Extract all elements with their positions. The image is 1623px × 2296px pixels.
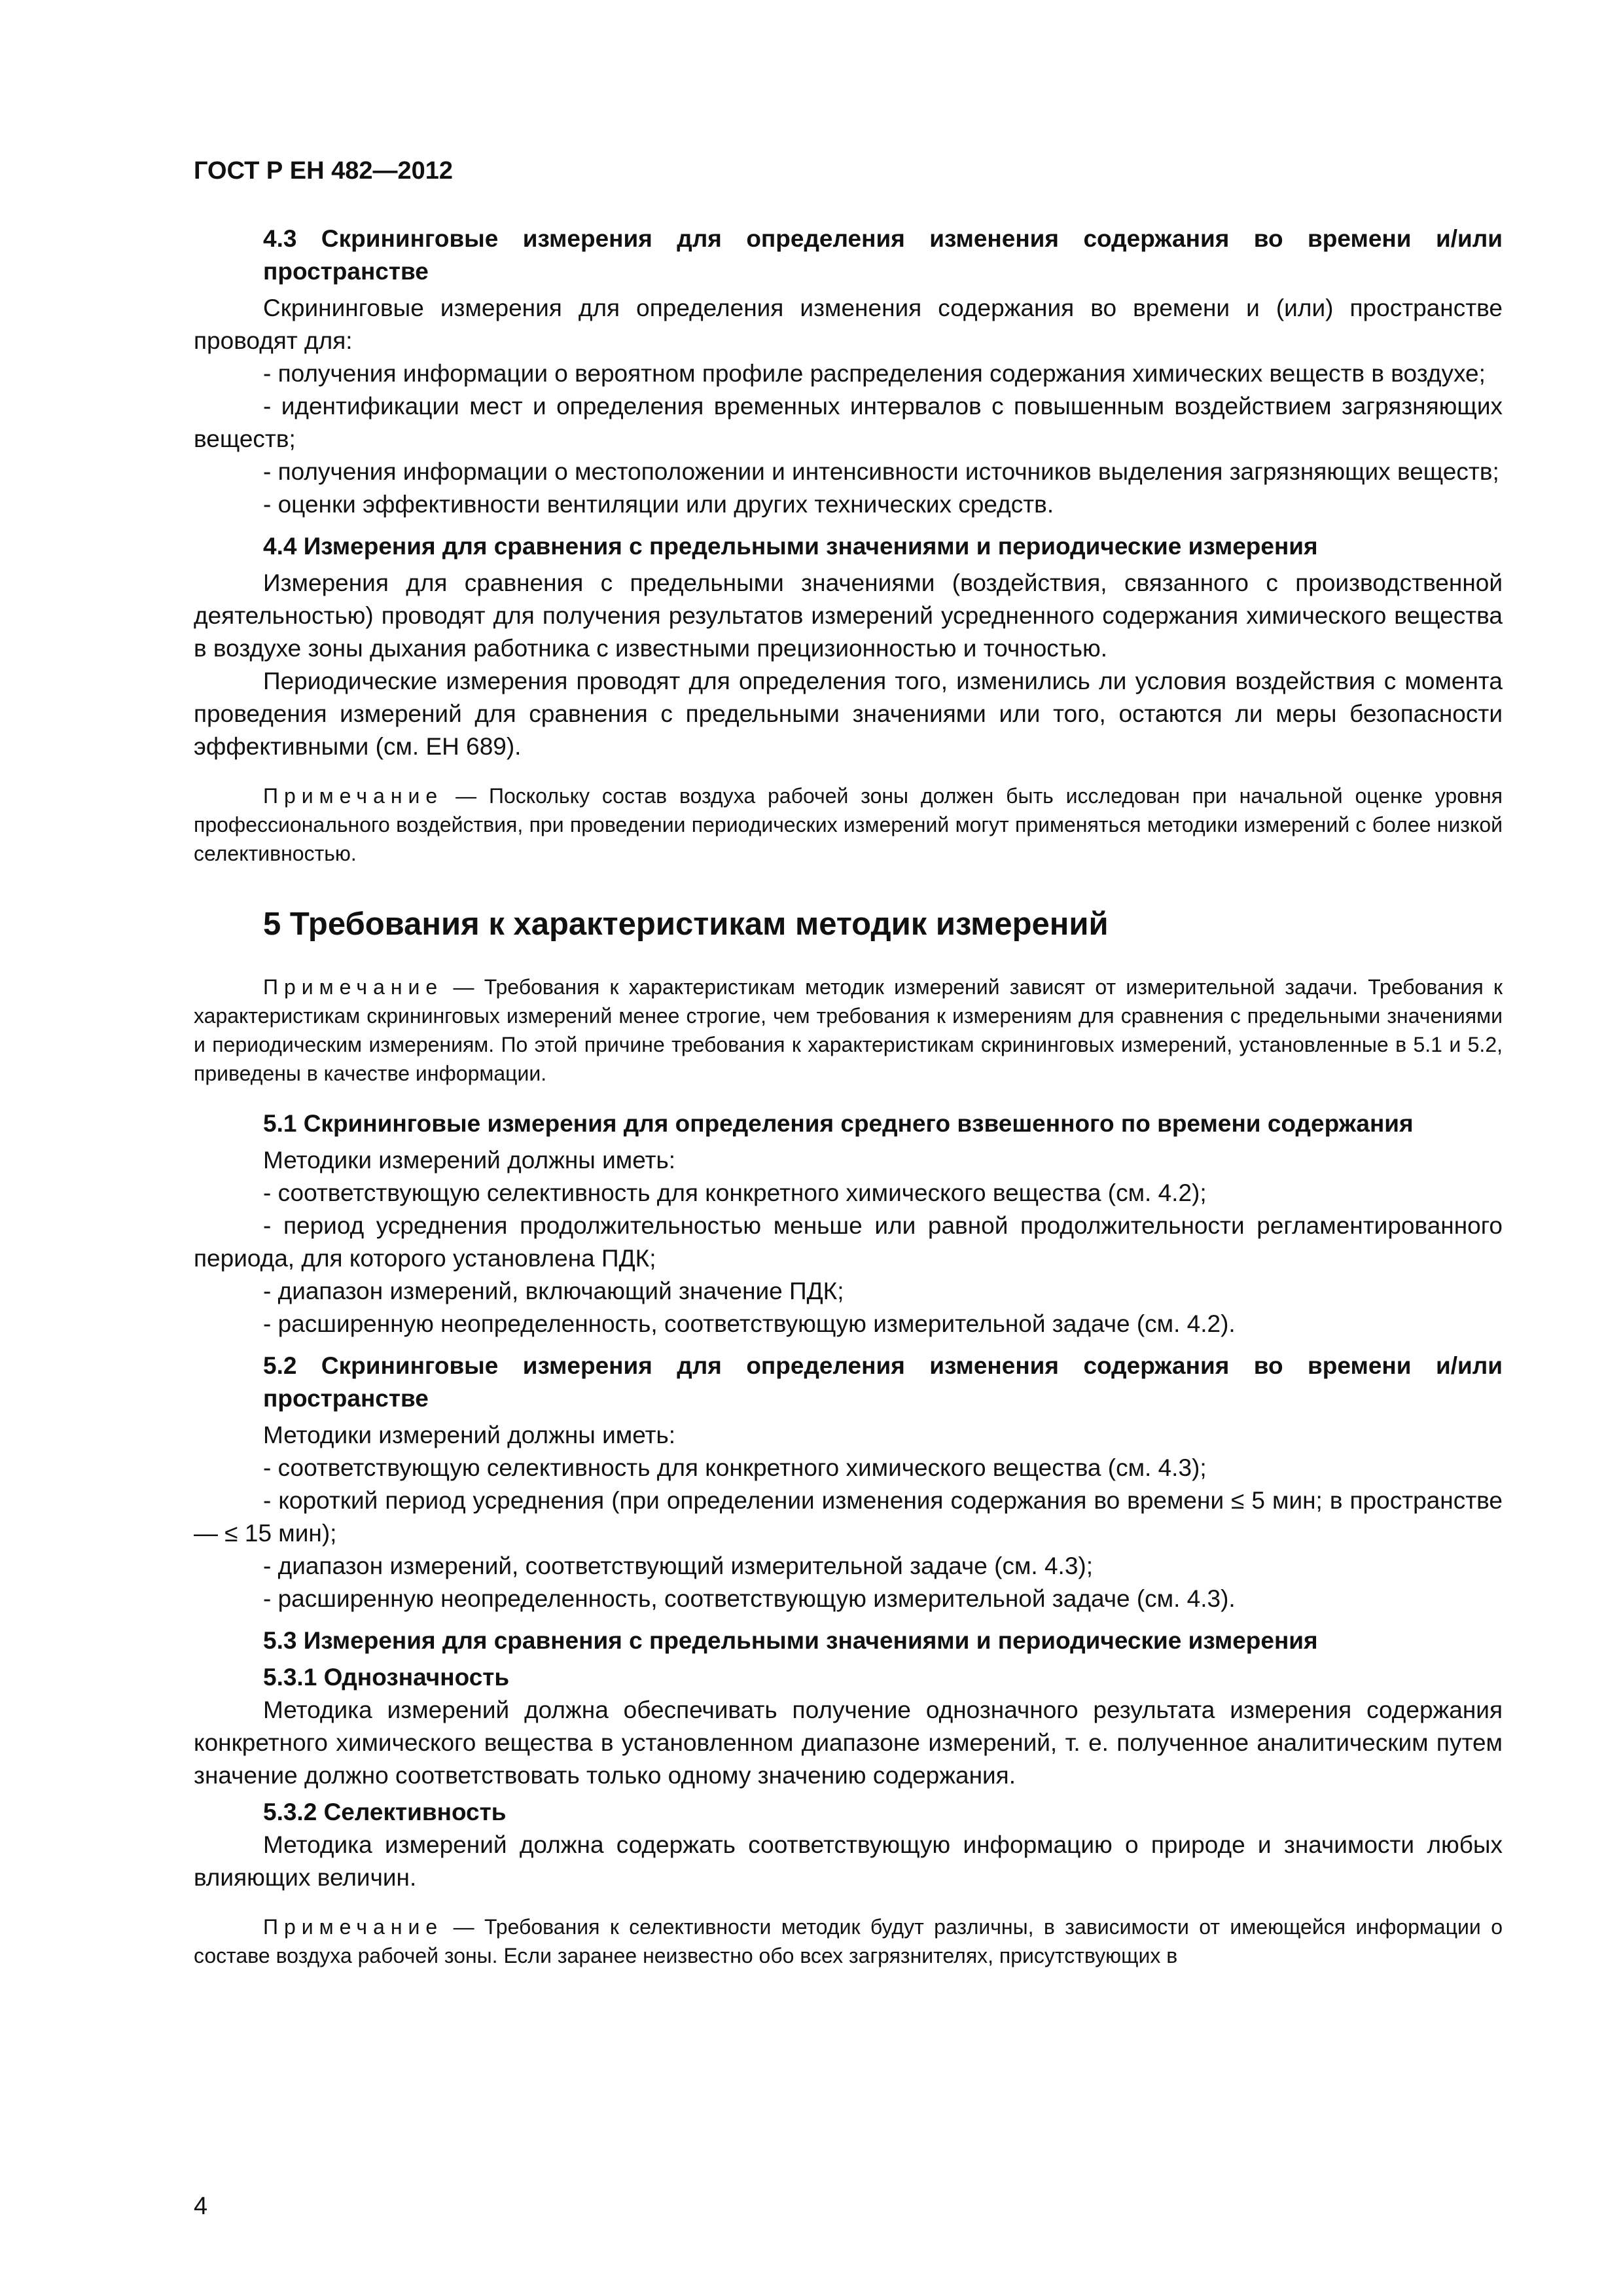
section-5-3-title: 5.3 Измерения для сравнения с предельными значениями и периодические измерения [263, 1627, 1318, 1654]
note [194, 1912, 1503, 1970]
document-header: ГОСТ Р ЕН 482—2012 [194, 157, 454, 185]
list-item: - соответствующую селективность для конкретного химического вещества (см. 4.2); [263, 1179, 1207, 1206]
list-item: - период усреднения продолжительностью меньше или равной продолжительности регламентированного периода, для которого установлена ПДК; [194, 1212, 1503, 1272]
note-text: — Требования к характеристикам методик измерений зависят от измерительной задачи. Требования к характеристикам скрининговых измерений менее строгие, чем требования к измерениям для сравнения с предельными значениями и периодическим измерениям. По этой причине требования к характеристикам скрининговых измерений, установленные в 5.1 и 5.2, приведены в качестве информации. [194, 975, 1503, 1085]
section-4-3-title: 4.3 Скрининговые измерения для определения изменения содержания во времени и/или пространстве [263, 225, 1503, 285]
note [194, 973, 1503, 1088]
section-5-3-2-title: 5.3.2 Селективность [263, 1799, 507, 1825]
list-item: - соответствующую селективность для конкретного химического вещества (см. 4.3); [263, 1454, 1207, 1481]
list-item: - получения информации о местоположении и интенсивности источников выделения загрязняющих веществ; [263, 458, 1499, 485]
list-item: - получения информации о вероятном профиле распределения содержания химических веществ в воздухе; [263, 360, 1486, 387]
section-4-4-paragraph: Измерения для сравнения с предельными значениями (воздействия, связанного с производственной деятельностью) проводят для получения результатов измерений усредненного содержания химического вещества в воздухе зоны дыхания работника с известными прецизионностью и точностью. [194, 569, 1503, 662]
document-body [194, 223, 1503, 1990]
section-5-2-intro: Методики измерений должны иметь: [263, 1422, 676, 1448]
section-4-3-intro: Скрининговые измерения для определения изменения содержания во времени и (или) пространстве проводят для: [194, 295, 1503, 354]
section-5-title: 5 Требования к характеристикам методик измерений [263, 906, 1109, 942]
note-label: Примечание [263, 975, 444, 999]
note [194, 781, 1503, 868]
list-item: - оценки эффективности вентиляции или других технических средств. [263, 491, 1054, 518]
note-label: Примечание [263, 1915, 444, 1939]
list-item: - расширенную неопределенность, соответствующую измерительной задаче (см. 4.2). [263, 1310, 1236, 1337]
list-item: - расширенную неопределенность, соответствующую измерительной задаче (см. 4.3). [263, 1585, 1236, 1612]
note-text: — Поскольку состав воздуха рабочей зоны должен быть исследован при начальной оценке уровня профессионального воздействия, при проведении периодических измерений могут применяться методики измерений с более низкой селективностью. [194, 784, 1503, 865]
section-5-1-title: 5.1 Скрининговые измерения для определения среднего взвешенного по времени содержания [263, 1110, 1414, 1137]
section-5-3-2-text: Методика измерений должна содержать соответствующую информацию о природе и значимости любых влияющих величин. [194, 1831, 1503, 1891]
section-5-2-title: 5.2 Скрининговые измерения для определения изменения содержания во времени и/или пространстве [263, 1352, 1503, 1412]
note-text: — Требования к селективности методик будут различны, в зависимости от имеющейся информации о составе воздуха рабочей зоны. Если заранее неизвестно обо всех загрязнителях, присутствующих в [194, 1915, 1503, 1967]
list-item: - диапазон измерений, соответствующий измерительной задаче (см. 4.3); [263, 1552, 1094, 1579]
list-item: - короткий период усреднения (при определении изменения содержания во времени ≤ 5 мин; в пространстве — ≤ 15 мин); [194, 1487, 1503, 1547]
section-5-1-intro: Методики измерений должны иметь: [263, 1147, 676, 1174]
list-item: - идентификации мест и определения временных интервалов с повышенным воздействием загрязняющих веществ; [194, 393, 1503, 452]
list-item: - диапазон измерений, включающий значение ПДК; [263, 1278, 844, 1304]
page-number: 4 [194, 2193, 208, 2220]
section-5-3-1-text: Методика измерений должна обеспечивать получение однозначного результата измерения содержания конкретного химического вещества в установленном диапазоне измерений, т. е. полученное аналитическим путем значение должно соответствовать только одному значению содержания. [194, 1696, 1503, 1789]
section-4-4-title: 4.4 Измерения для сравнения с предельными значениями и периодические измерения [263, 533, 1318, 560]
section-5-3-1-title: 5.3.1 Однозначность [263, 1664, 510, 1691]
note-label: Примечание [263, 784, 444, 808]
section-4-4-paragraph: Периодические измерения проводят для определения того, изменились ли условия воздействия с момента проведения измерений для сравнения с предельными значениями или того, остаются ли меры безопасности эффективными (см. ЕН 689). [194, 668, 1503, 760]
